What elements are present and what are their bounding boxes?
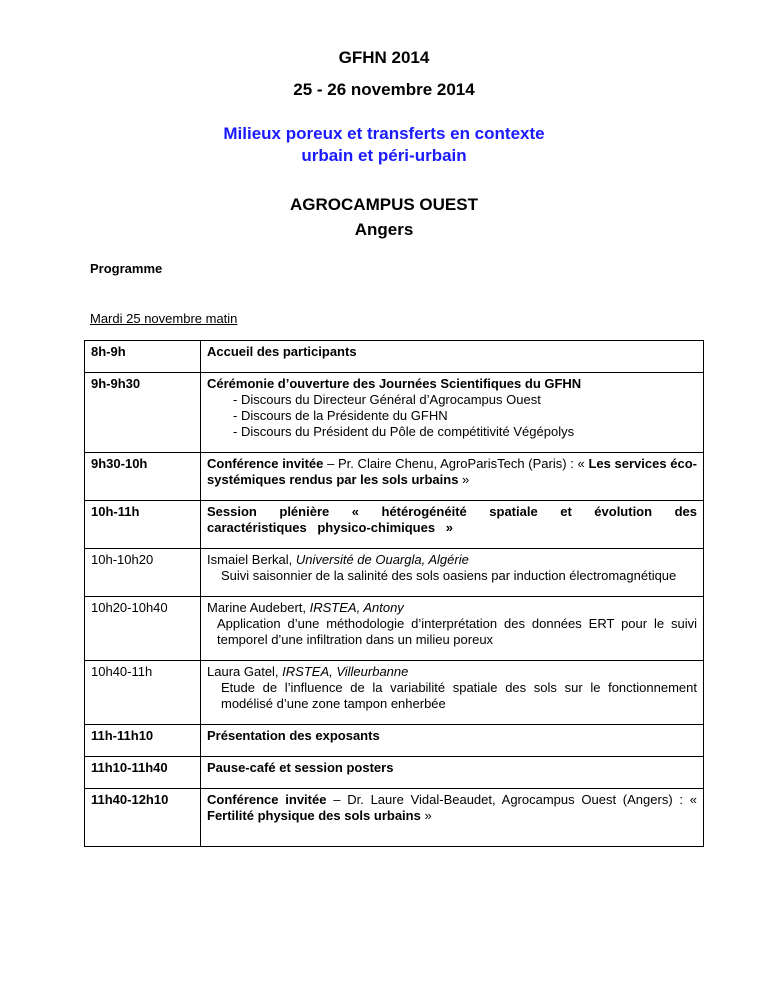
talk-title: Etude de l’influence de la variabilité spatiale des sols sur le fonctionnement modélisé d’une zone tampon enherbée bbox=[221, 680, 697, 711]
list-item: - Discours du Directeur Général d’Agrocampus Ouest bbox=[233, 392, 697, 408]
time-cell: 10h20-10h40 bbox=[85, 597, 201, 661]
session-title: Pause-café et session posters bbox=[201, 757, 704, 789]
table-row bbox=[85, 597, 704, 661]
speaker-affiliation: Université de Ouargla, Algérie bbox=[295, 552, 469, 567]
time-cell: 11h-11h10 bbox=[85, 725, 201, 757]
speaker-affiliation: IRSTEA, Villeurbanne bbox=[282, 664, 409, 679]
talk-title: Application d’une méthodologie d’interprétation des données ERT pour le suivi temporel d’une infiltration dans un milieu poreux bbox=[217, 616, 697, 647]
talk-title: Suivi saisonnier de la salinité des sols oasiens par induction électromagnétique bbox=[221, 568, 677, 583]
time-cell: 11h10-11h40 bbox=[85, 757, 201, 789]
talk-title: Les services éco-systémiques rendus par les sols urbains bbox=[207, 456, 697, 487]
list-item: - Discours de la Présidente du GFHN bbox=[233, 408, 697, 424]
theme-title-line1: Milieux poreux et transferts en contexte bbox=[223, 124, 545, 143]
time-cell: 10h-10h20 bbox=[85, 549, 201, 597]
session-type: Conférence invitée bbox=[207, 456, 324, 471]
session-cell bbox=[201, 453, 704, 501]
speaker-affiliation: IRSTEA, Antony bbox=[309, 600, 404, 615]
time-cell: 10h-11h bbox=[85, 501, 201, 549]
session-cell bbox=[201, 661, 704, 725]
talk-title: Fertilité physique des sols urbains bbox=[207, 808, 421, 823]
speaker-line bbox=[207, 664, 697, 680]
session-cell bbox=[201, 789, 704, 847]
session-title: Accueil des participants bbox=[201, 341, 704, 373]
table-row bbox=[85, 501, 704, 549]
time-cell: 9h30-10h bbox=[85, 453, 201, 501]
session-title: Présentation des exposants bbox=[201, 725, 704, 757]
speaker-name: Ismaiel Berkal, bbox=[207, 552, 296, 567]
table-row bbox=[85, 373, 704, 453]
session-cell bbox=[201, 373, 704, 453]
event-title: GFHN 2014 bbox=[338, 48, 430, 67]
schedule-table bbox=[84, 340, 704, 847]
theme-title-line2: urbain et péri-urbain bbox=[301, 146, 467, 165]
table-row bbox=[85, 661, 704, 725]
session-title: Cérémonie d’ouverture des Journées Scientifiques du GFHN bbox=[207, 376, 582, 391]
city: Angers bbox=[354, 220, 414, 239]
speaker-info: – Dr. Laure Vidal-Beaudet, Agrocampus Ouest (Angers) : « bbox=[326, 792, 697, 807]
time-cell: 9h-9h30 bbox=[85, 373, 201, 453]
speaker-name: Marine Audebert, bbox=[207, 600, 310, 615]
programme-label: Programme bbox=[90, 261, 163, 276]
list-item: - Discours du Président du Pôle de compétitivité Végépolys bbox=[233, 424, 697, 440]
speech-list bbox=[207, 392, 697, 440]
speaker-info: – Pr. Claire Chenu, AgroParisTech (Paris) : « bbox=[323, 456, 589, 471]
table-row bbox=[85, 725, 704, 757]
speaker-line bbox=[207, 600, 697, 616]
event-dates: 25 - 26 novembre 2014 bbox=[293, 80, 475, 99]
quote-close: » bbox=[420, 808, 432, 823]
speaker-name: Laura Gatel, bbox=[207, 664, 283, 679]
session-type: Conférence invitée bbox=[207, 792, 327, 807]
table-row bbox=[85, 757, 704, 789]
speaker-line bbox=[207, 552, 697, 568]
day-label: Mardi 25 novembre matin bbox=[90, 311, 238, 326]
table-row bbox=[85, 549, 704, 597]
table-row bbox=[85, 453, 704, 501]
time-cell: 10h40-11h bbox=[85, 661, 201, 725]
session-title: Session plénière « hétérogénéité spatiale et évolution des caractéristiques physico-chimiques » bbox=[201, 501, 704, 549]
table-row bbox=[85, 341, 704, 373]
table-row bbox=[85, 789, 704, 847]
session-cell bbox=[201, 597, 704, 661]
organization: AGROCAMPUS OUEST bbox=[290, 195, 478, 214]
quote-close: » bbox=[458, 472, 470, 487]
time-cell: 8h-9h bbox=[85, 341, 201, 373]
session-cell bbox=[201, 549, 704, 597]
time-cell: 11h40-12h10 bbox=[85, 789, 201, 847]
